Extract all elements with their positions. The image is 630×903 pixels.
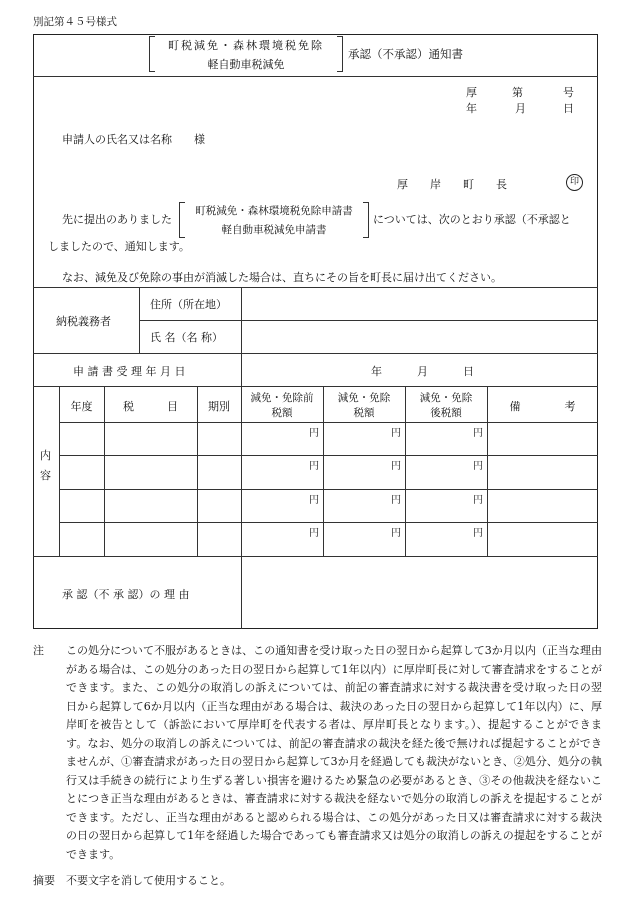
body-line-2: しましたので、通知します。 (48, 240, 190, 253)
body-divider (33, 287, 598, 288)
reason-label: 承 認（不 承 認）の 理 由 (62, 588, 190, 601)
header-year: 年度 (70, 400, 93, 413)
table-bottom-line (33, 556, 598, 557)
table-row-line-3 (59, 489, 598, 490)
header-amount-1: 減免・免除 (337, 392, 391, 404)
doc-number-kou: 厚 (466, 86, 477, 99)
taxpayer-mid-line (139, 320, 598, 321)
body-prefix: 先に提出のありました (62, 213, 172, 226)
yen-r4-after: 円 (473, 528, 483, 539)
table-row-line-1 (59, 422, 598, 423)
name-field[interactable] (245, 324, 595, 350)
receipt-vline (241, 353, 242, 386)
yen-r3-after: 円 (473, 495, 483, 506)
title-option-2: 軽自動車税減免 (207, 58, 285, 71)
applicant-line: 申請人の氏名又は名称 様 (62, 133, 205, 146)
body-option-1: 町税減免・森林環境税免除申請書 (195, 205, 353, 217)
body-suffix: については、次のとおり承認（不承認と (373, 213, 571, 226)
receipt-bottom-line (33, 386, 598, 387)
header-tax: 税 目 (123, 400, 178, 413)
yen-r2-before: 円 (309, 461, 319, 472)
doc-date-month: 月 (515, 102, 526, 115)
name-label: 氏 名（名 称） (150, 331, 223, 344)
summary-line: 摘要 不要文字を消して使用すること。 (33, 874, 231, 887)
doc-date-year: 年 (466, 102, 477, 115)
receipt-label: 申 請 書 受 理 年 月 日 (73, 365, 186, 378)
taxpayer-label: 納税義務者 (56, 315, 111, 328)
yen-r2-amount: 円 (391, 461, 401, 472)
form-number: 別記第４５号様式 (33, 16, 117, 28)
doc-date-day: 日 (563, 102, 574, 115)
receipt-day: 日 (463, 365, 474, 378)
table-row-line-2 (59, 455, 598, 456)
reason-field[interactable] (245, 560, 595, 626)
receipt-year: 年 (371, 365, 382, 378)
header-before-1: 減免・免除前 (250, 392, 314, 404)
header-after-2: 後税額 (430, 407, 462, 419)
header-period: 期別 (208, 400, 230, 413)
header-amount-2: 税額 (353, 407, 375, 419)
doc-number-dai: 第 (512, 86, 523, 99)
body-bracket-right (363, 202, 369, 238)
title-bracket-right (337, 36, 343, 72)
side-label-2: 容 (40, 469, 51, 482)
body-option-2: 軽自動車税減免申請書 (221, 224, 327, 236)
side-label-1: 内 (40, 449, 51, 462)
taxpayer-bottom-line (33, 353, 598, 354)
note-text: この処分について不服があるときは、この通知書を受け取った日の翌日から起算して3か月以内（正当な理由がある場合は、この処分のあった日の翌日から起算して1年以内）に厚岸町長に対して審査請求をすることができます。また、この処分の取消しの訴えについては、前記の審査請求に対する裁決書を受け取った日の翌日から起算して6か月以内（正当な理由がある場合は、裁決のあった日の翌日から起算して1年以内）に、厚岸町を被告として（訴訟において厚岸町を代表する者は、厚岸町長となります。）、提起することができます。なお、処分の取消しの訴えについては、前記の審査請求の裁決を経た後で無ければ提起することができませんが、①審査請求があった日の翌日から起算して3か月を経過しても裁決がないとき、②処分、処分の執行又は手続きの続行により生ずる著しい損害を避けるため緊急の必要があるとき、③その他裁決を経ないことにつき正当な理由があるときは、審査請求に対する裁決を経ないで処分の取消しの訴えを提起することができます。ただし、正当な理由があると認められる場合は、この処分があった日又は審査請求に対する裁決の日の翌日から起算して1年を経過した場合であっても審査請求又は処分の取消しの訴えの提起をすることができます。 (66, 644, 602, 861)
receipt-month: 月 (417, 365, 428, 378)
yen-r1-before: 円 (309, 428, 319, 439)
note-label: 注 (33, 644, 44, 657)
yen-r1-after: 円 (473, 428, 483, 439)
yen-r2-after: 円 (473, 461, 483, 472)
issuer-title: 厚 岸 町 長 (397, 178, 507, 191)
yen-r4-amount: 円 (391, 528, 401, 539)
yen-r1-amount: 円 (391, 428, 401, 439)
header-after-1: 減免・免除 (419, 392, 473, 404)
header-remarks: 備 考 (509, 400, 576, 413)
table-row-line-4 (59, 522, 598, 523)
yen-r4-before: 円 (309, 528, 319, 539)
address-field[interactable] (245, 292, 595, 318)
header-before-2: 税額 (271, 407, 293, 419)
title-suffix: 承認（不承認）通知書 (348, 47, 463, 61)
doc-number-gou: 号 (563, 86, 574, 99)
title-option-1: 町税減免・森林環境税免除 (168, 39, 324, 52)
reason-vline (241, 556, 242, 629)
seal-mark: 印 (566, 174, 583, 191)
yen-r3-before: 円 (309, 495, 319, 506)
yen-r3-amount: 円 (391, 495, 401, 506)
header-divider (33, 76, 598, 77)
body-notice: なお、減免及び免除の事由が消滅した場合は、直ちにその旨を町長に届け出てください。 (62, 271, 502, 284)
address-label: 住所（所在地） (150, 298, 227, 311)
